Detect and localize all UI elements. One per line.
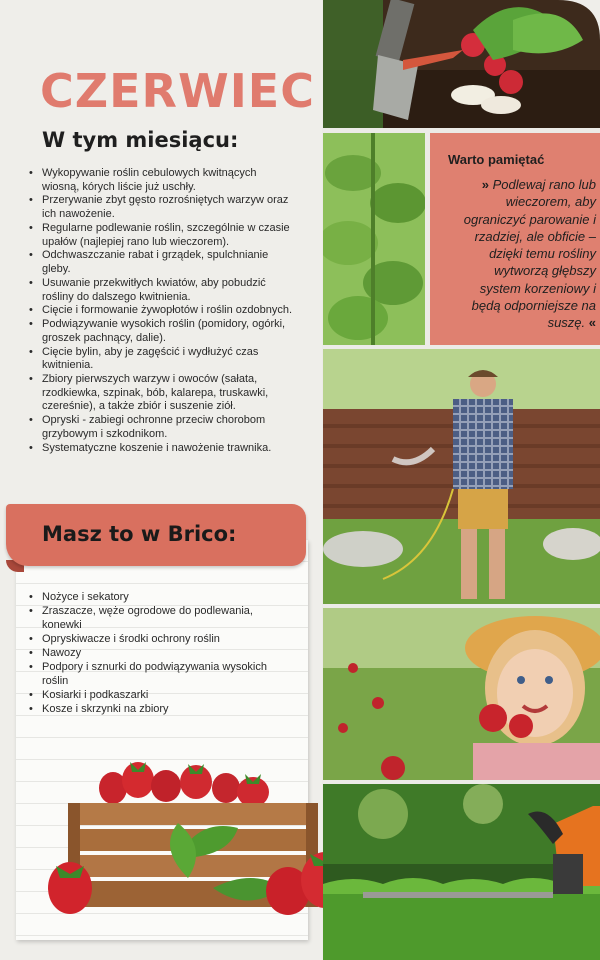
page-title: CZERWIEC	[40, 64, 315, 118]
list-item: • Zbiory pierwszych warzyw i owoców (sałata, rzodkiewka, szpinak, bób, kalarepa, truskawki, czereśnie), a także zbiór i suszenie ziół.	[29, 373, 295, 414]
list-item: • Odchwaszczanie rabat i grządek, spulchnianie gleby.	[29, 249, 295, 276]
tip-body: Podlewaj rano lub wieczorem, aby ograniczyć parowanie i rzadziej, ale obficie – dzięki temu rośliny wytworzą głębszy system korzeniowy i będą odporniejsze na suszę.	[463, 177, 596, 331]
list-item: • Podwiązywanie wysokich roślin (pomidory, ogórki, groszek pachnący, dalie).	[29, 318, 295, 345]
list-item: • Zraszacze, węże ogrodowe do podlewania, konewki	[29, 605, 291, 632]
section-subtitle: W tym miesiącu:	[42, 128, 239, 152]
brico-products-list	[29, 591, 291, 718]
list-item: • Nawozy	[29, 647, 291, 661]
child-strawberries-photo	[323, 608, 600, 780]
list-item: • Kosze i skrzynki na zbiory	[29, 703, 291, 717]
radish-garden-tools-photo	[323, 0, 600, 128]
monthly-tasks-list	[29, 167, 295, 456]
tip-text	[450, 176, 596, 332]
brico-title: Masz to w Brico:	[42, 522, 237, 546]
list-item: • Podpory i sznurki do podwiązywania wysokich roślin	[29, 661, 291, 688]
list-item: • Systematyczne koszenie i nawożenie trawnika.	[29, 442, 295, 456]
strawberry-crate-image	[38, 748, 358, 928]
hedge-trimmer-photo	[323, 784, 600, 960]
close-quote-marker: «	[588, 315, 596, 331]
list-item: • Przerywanie zbyt gęsto rozrośniętych warzyw oraz ich nawożenie.	[29, 194, 295, 221]
list-item: • Cięcie bylin, aby je zagęścić i wydłużyć czas kwitnienia.	[29, 346, 295, 373]
open-quote-marker: »	[481, 177, 490, 192]
strawberry-icon	[99, 762, 269, 807]
list-item: • Opryski - zabiegi ochronne przeciw chorobom grzybowym i szkodnikom.	[29, 414, 295, 441]
list-item: • Wykopywanie roślin cebulowych kwitnących wiosną, kórych liście już uschły.	[29, 167, 295, 194]
tip-title: Warto pamiętać	[448, 152, 545, 167]
list-item: • Usuwanie przekwitłych kwiatów, aby pobudzić rośliny do dalszego kwitnienia.	[29, 277, 295, 304]
man-watering-photo	[323, 349, 600, 604]
list-item: • Kosiarki i podkaszarki	[29, 689, 291, 703]
list-item: • Cięcie i formowanie żywopłotów i roślin ozdobnych.	[29, 304, 295, 318]
list-item: • Opryskiwacze i środki ochrony roślin	[29, 633, 291, 647]
list-item: • Regularne podlewanie roślin, szczególnie w czasie upałów (najlepiej rano lub wieczorem).	[29, 222, 295, 249]
list-item: • Nożyce i sekatory	[29, 591, 291, 605]
tip-box	[430, 133, 600, 345]
basil-photo	[323, 133, 425, 345]
